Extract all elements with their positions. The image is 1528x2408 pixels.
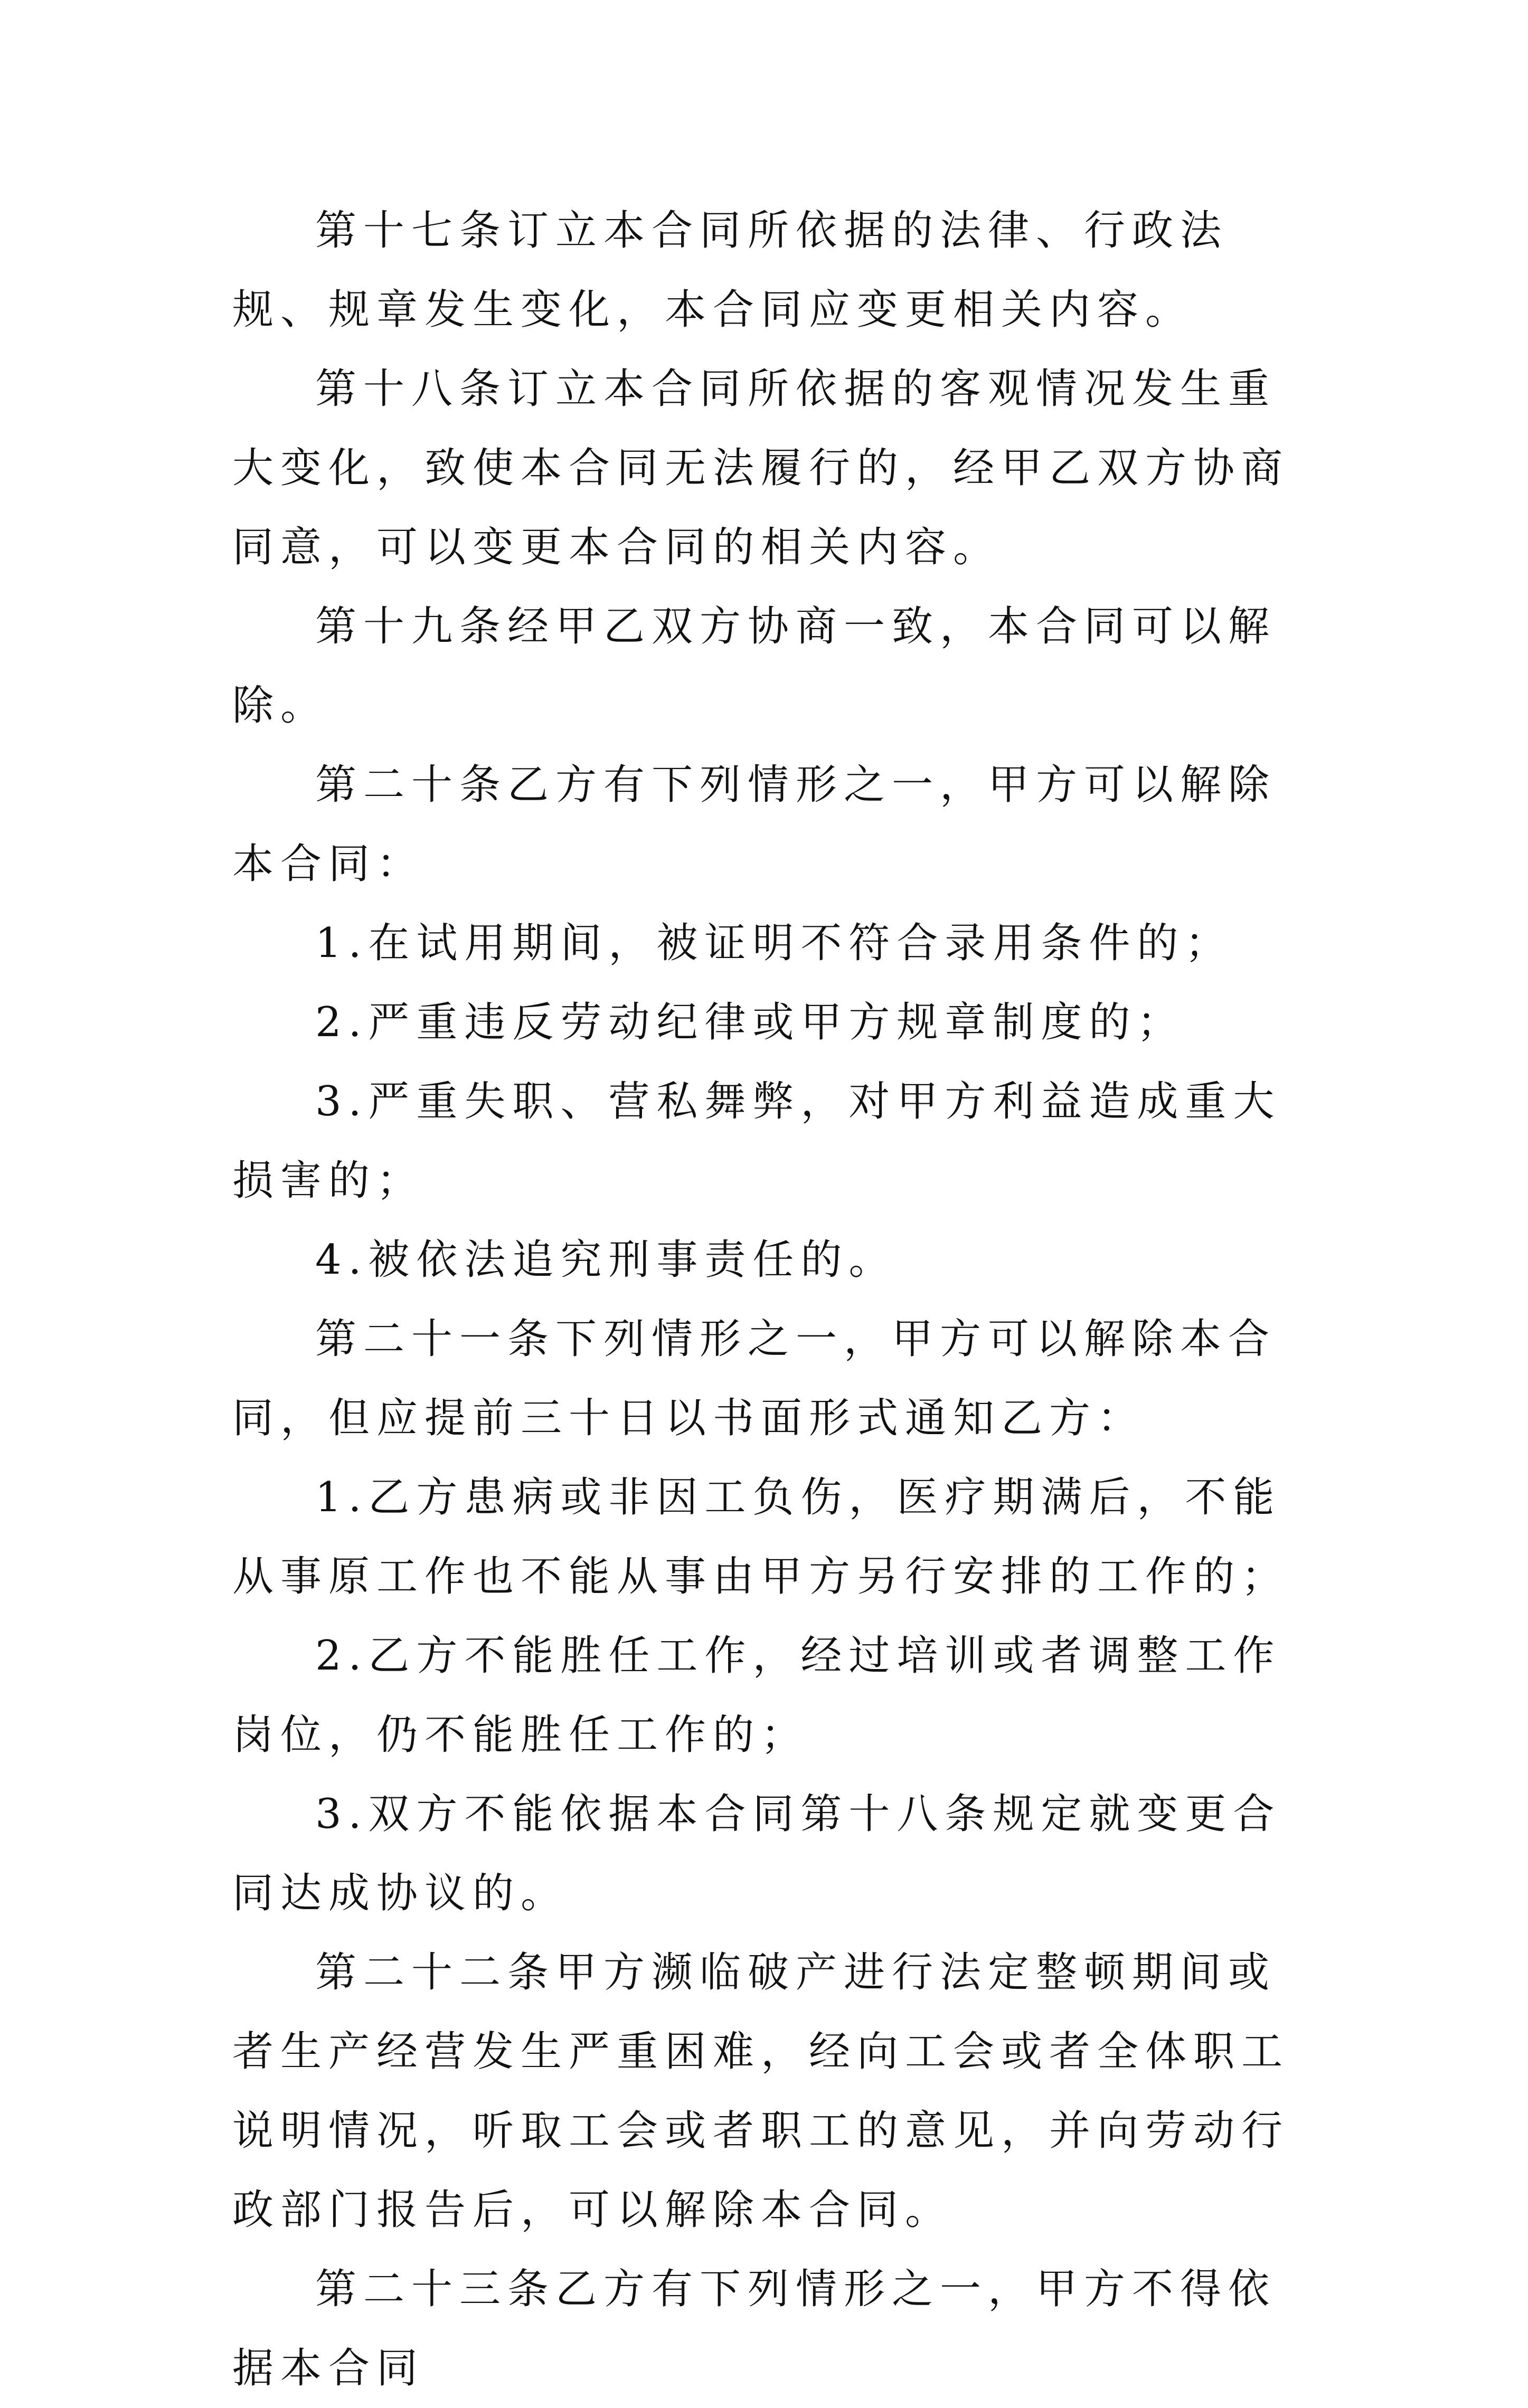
list-item-article-20-2: 2.严重违反劳动纪律或甲方规章制度的； [315, 999, 1185, 1046]
paragraph-article-20: 第二十条乙方有下列情形之一，甲方可以解除本合同： [232, 761, 1277, 888]
paragraph-article-21: 第二十一条下列情形之一，甲方可以解除本合同，但应提前三十日以书面形式通知乙方： [232, 1315, 1277, 1442]
list-item-article-20-1: 1.在试用期间，被证明不符合录用条件的； [315, 919, 1233, 967]
paragraph-article-23: 第二十三条乙方有下列情形之一，甲方不得依据本合同 [232, 2265, 1277, 2392]
list-item-article-20-3: 3.严重失职、营私舞弊，对甲方利益造成重大损害的； [232, 1078, 1281, 1205]
paragraph-article-18: 第十八条订立本合同所依据的客观情况发生重大变化，致使本合同无法履行的，经甲乙双方协商同意，可以变更本合同的相关内容。 [232, 365, 1290, 571]
list-item-article-20-4: 4.被依法追究刑事责任的。 [315, 1236, 897, 1284]
document-body [232, 191, 1304, 2408]
list-item-article-21-3: 3.双方不能依据本合同第十八条规定就变更合同达成协议的。 [232, 1790, 1281, 1917]
paragraph-article-19: 第十九条经甲乙双方协商一致，本合同可以解除。 [232, 603, 1277, 729]
paragraph-article-22: 第二十二条甲方濒临破产进行法定整顿期间或者生产经营发生严重困难，经向工会或者全体职工说明情况，听取工会或者职工的意见，并向劳动行政部门报告后，可以解除本合同。 [232, 1949, 1290, 2234]
list-item-article-21-2: 2.乙方不能胜任工作，经过培训或者调整工作岗位，仍不能胜任工作的； [232, 1632, 1281, 1759]
list-item-article-21-1: 1.乙方患病或非因工负伤，医疗期满后，不能从事原工作也不能从事由甲方另行安排的工作的； [232, 1474, 1290, 1600]
paragraph-article-17: 第十七条订立本合同所依据的法律、行政法规、规章发生变化，本合同应变更相关内容。 [232, 207, 1229, 334]
